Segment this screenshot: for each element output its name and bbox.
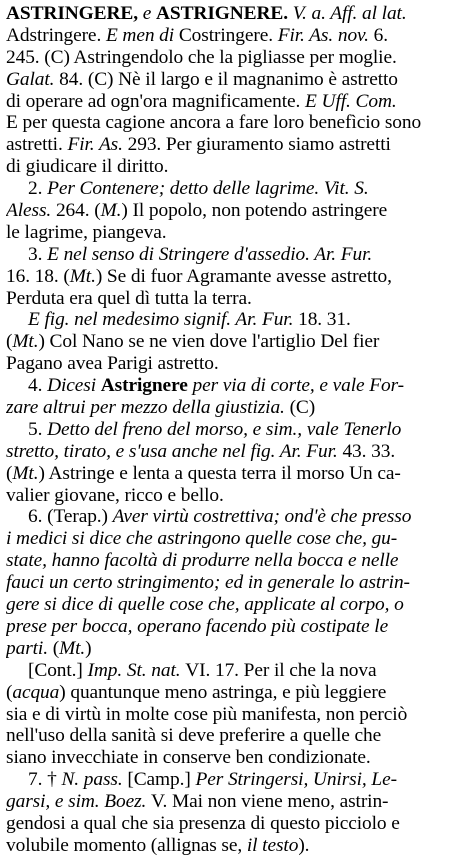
text-run: ). [298,834,310,856]
text-run: ) Se di fuor Agramante avesse astretto, [95,265,392,287]
text-line [6,813,464,835]
text-run: 84. (C) Nè il largo e il magnanimo è astretto [59,68,398,90]
text-line [6,528,464,550]
text-line [6,463,464,485]
text-line [6,704,464,726]
text-run: acqua [12,681,60,703]
text-run: 3. [28,243,48,265]
text-run: Imp. St. nat. [87,659,186,681]
text-line [6,397,464,419]
text-run: e [142,3,156,24]
text-run: parti. [6,637,53,659]
text-run: Adstringere. [6,24,106,46]
text-run: Mt. [12,462,39,484]
text-run: Galat. [6,68,60,90]
text-run: 2. [28,178,48,200]
text-run: Fir. As. nov. [277,24,374,46]
text-run: volubile momento (allignas se, [6,834,247,856]
text-run: le lagrime, piangeva. [6,221,167,243]
text-run: gere si dice di quelle cose che, applicate al corpo, o [6,594,404,616]
text-run: fauci un certo stringimento; ed in generale lo astrin- [6,572,410,594]
text-run: 293. Per giuramento siamo astretti [127,134,391,156]
text-run: E nel senso di Stringere d'assedio. Ar. Fur. [47,243,373,265]
text-run: 245. (C) Astringendolo che la pigliasse per moglie. [6,46,397,68]
text-run: gendosi a qual che sia presenza di questo picciolo e [6,812,400,834]
text-line [6,288,464,310]
text-run: ( [6,331,13,353]
text-line [6,353,464,375]
text-run: Mt. [59,637,86,659]
text-line [6,835,464,857]
text-run: Aver virtù costrettiva; ond'è che presso [112,506,412,528]
text-run: di operare ad ogn'ora magnificamente. [6,90,306,112]
text-run: 16. 18. ( [6,265,70,287]
text-run: Perduta era quel dì tutta la terra. [6,287,252,309]
text-run: state, hanno facoltà di produrre nella bocca e nelle [6,550,399,572]
text-line [6,331,464,353]
text-run: 18. 31. [298,309,351,331]
text-line [6,112,464,134]
text-line [6,506,464,528]
text-run: V. a. Aff. al lat. [292,3,407,24]
text-line [6,616,464,638]
text-run: Costringere. [178,24,278,46]
text-run: Detto del freno del morso, e sim., vale Tenerlo [47,418,402,440]
text-run: ASTRINGERE, [6,3,143,24]
text-line [6,419,464,441]
text-line [6,25,464,47]
text-run: i medici si dice che astringono quelle cose che, gu- [6,528,398,550]
text-run: ) Il popolo, non potendo astringere [121,200,388,222]
text-line [6,485,464,507]
text-run: Fir. As. [67,134,128,156]
text-run: 264. ( [55,200,101,222]
text-run: ( [6,681,13,703]
text-run: Astrignere [100,375,193,397]
text-run: ( [52,637,60,659]
text-line [6,725,464,747]
text-line [6,178,464,200]
text-run: VI. 17. Per il che la nova [185,659,377,681]
text-line [6,156,464,178]
text-run: Mt. [69,265,96,287]
text-run: E per questa cagione ancora a fare loro benefìcio sono [6,112,422,134]
text-line [6,47,464,69]
text-line [6,638,464,660]
text-run: valier giovane, ricco e bello. [6,484,224,506]
text-run: V. Mai non viene meno, astrin- [151,791,389,813]
text-line [6,3,464,25]
text-run: (C) [289,397,316,419]
text-run: E Uff. Com. [305,90,397,112]
text-run: siano invecchiate in conserve ben condizionate. [6,747,371,769]
text-run: ) Col Nano se ne vien dove l'artiglio Del fier [38,331,380,353]
text-run: zare altrui per mezzo della giustizia. [6,397,290,419]
text-run: 6. (Terap.) [28,506,113,528]
text-line [6,200,464,222]
text-line [6,791,464,813]
text-line [6,572,464,594]
text-run: garsi, e sim. Boez. [6,791,152,813]
text-run: ( [6,462,13,484]
text-run: 43. 33. [342,440,396,462]
text-run: il testo [246,834,299,856]
text-run: astretti. [6,134,68,156]
text-line [6,134,464,156]
text-run: prese per bocca, operano facendo più costipate le [6,615,389,637]
text-run: per via di corte, e vale For- [192,375,405,397]
text-line [6,682,464,704]
text-line [6,550,464,572]
text-line [6,747,464,769]
text-line [6,309,464,331]
text-line [6,244,464,266]
text-run: ) [85,637,92,659]
text-run: ) quantunque meno astringa, e più leggiere [59,681,387,703]
text-run: [Camp.] [127,769,196,791]
text-run: Dicesi [47,375,101,397]
text-line [6,266,464,288]
text-run: ASTRIGNERE. [156,3,293,24]
text-line [6,441,464,463]
text-line [6,91,464,113]
text-run: M. [100,200,122,222]
text-run: 6. [373,24,388,46]
text-run: 7. † [28,769,62,791]
text-run: Pagano avea Parigi astretto. [6,353,219,375]
text-line [6,69,464,91]
text-run: Per Stringersi, Unirsi, Le- [195,769,397,791]
text-run: 5. [28,418,48,440]
text-run: nell'uso della sanità si deve preferire a quelle che [6,725,382,747]
text-line [6,660,464,682]
text-line [6,375,464,397]
text-run: di giudicare il diritto. [6,156,169,178]
text-run: 4. [28,375,48,397]
text-line [6,769,464,791]
text-run: sia e di virtù in molte cose più manifesta, non perciò [6,703,408,725]
text-run: [Cont.] [28,659,88,681]
text-run: E fig. nel medesimo signif. Ar. Fur. [28,309,299,331]
text-run: stretto, tirato, e s'usa anche nel fig. Ar. Fur. [6,440,343,462]
text-run: E men di [105,24,179,46]
text-run: Per Contenere; detto delle lagrime. Vit. S. [47,178,369,200]
text-run: N. pass. [61,769,128,791]
text-run: Mt. [12,331,39,353]
text-run: ) Astringe e lenta a questa terra il morso Un ca- [38,462,401,484]
text-line [6,594,464,616]
text-line [6,222,464,244]
text-run: Aless. [6,200,56,222]
